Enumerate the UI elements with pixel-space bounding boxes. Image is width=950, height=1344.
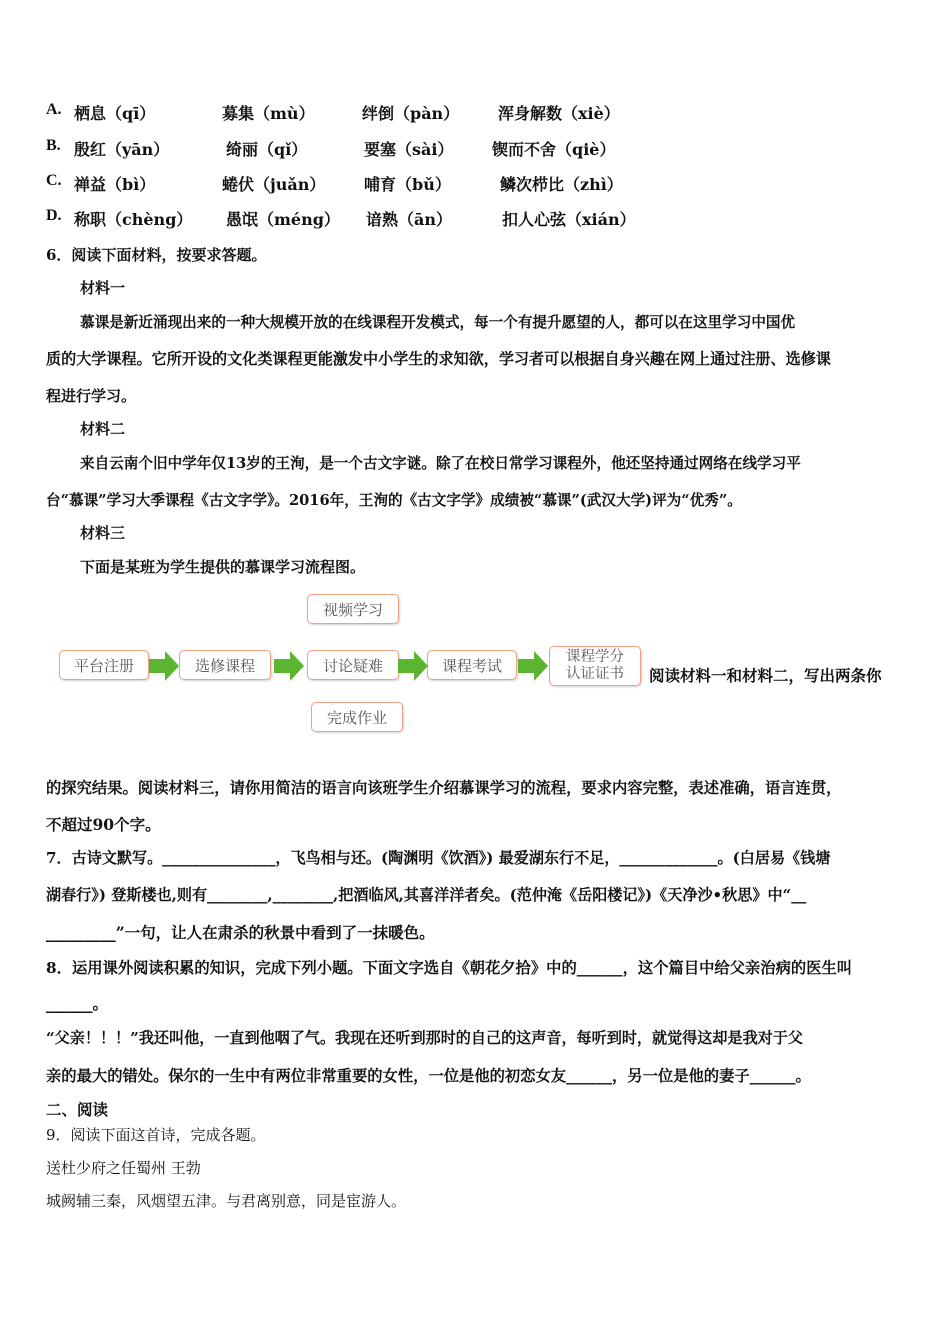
option-item: 称职（chèng） — [74, 210, 193, 229]
poem-line: 城阙辅三秦，风烟望五津。与君离别意，同是宦游人。 — [46, 1192, 407, 1210]
flow-box-register: 平台注册 — [59, 650, 149, 680]
option-item: 要塞（sài） — [364, 140, 454, 159]
option-item: 绮丽（qǐ） — [226, 140, 308, 159]
material-2-line: 来自云南个旧中学年仅13岁的王洵，是一个古文字谜。除了在校日常学习课程外，他还坚持通过网络在线学习平 — [80, 455, 801, 472]
q6-task-text: 不超过90个字。 — [46, 815, 161, 834]
option-letter: D. — [46, 207, 62, 224]
flowchart — [55, 590, 655, 740]
material-1-line: 慕课是新近涌现出来的一种大规模开放的在线课程开发模式，每一个有提升愿望的人，都可以在这里学习中国优 — [80, 314, 796, 331]
option-item: 愚氓（méng） — [226, 210, 340, 229]
arrow-right-icon — [149, 650, 181, 682]
material-1-title: 材料一 — [80, 279, 126, 297]
q7-line: 7．古诗文默写。_______________，飞鸟相与还。(陶渊明《饮酒》) 最爱湖东行不足，_____________。(白居易《钱塘 — [46, 849, 831, 867]
flow-box-certificate-line: 认证证书 — [566, 666, 624, 682]
q6-task-text: 阅读材料一和材料二，写出两条你 — [649, 666, 882, 685]
option-item: 谙熟（ān） — [366, 210, 453, 229]
option-b-row — [46, 137, 926, 159]
flow-box-homework: 完成作业 — [311, 702, 403, 732]
option-item: 殷红（yān） — [74, 140, 170, 159]
option-item: 哺育（bǔ） — [364, 175, 451, 194]
q7-line: _________”一句，让人在肃杀的秋景中看到了一抹暖色。 — [46, 923, 435, 942]
option-d-row — [46, 207, 926, 229]
option-c-row — [46, 172, 926, 194]
material-1-line: 质的大学课程。它所开设的文化类课程更能激发中小学生的求知欲，学习者可以根据自身兴趣在网上通过注册、选修课 — [46, 350, 831, 368]
option-item: 募集（mù） — [222, 104, 315, 123]
flow-box-exam: 课程考试 — [427, 650, 517, 680]
option-item: 栖息（qī） — [74, 104, 156, 123]
q8-line: ______。 — [46, 994, 109, 1013]
option-item: 浑身解数（xiè） — [498, 104, 620, 123]
flow-box-video-study: 视频学习 — [307, 594, 399, 624]
q6-heading: 6．阅读下面材料，按要求答题。 — [46, 246, 267, 264]
flow-box-select-course: 选修课程 — [179, 650, 271, 680]
option-letter: B. — [46, 137, 61, 154]
q6-task-text: 的探究结果。阅读材料三，请你用简洁的语言向该班学生介绍慕课学习的流程，要求内容完整，表述准确，语言连贯， — [46, 779, 842, 797]
option-item: 锲而不舍（qiè） — [492, 140, 616, 159]
option-item: 蜷伏（juǎn） — [222, 175, 326, 194]
flow-box-certificate — [549, 646, 641, 686]
option-letter: C. — [46, 172, 62, 189]
option-a-row — [46, 101, 926, 123]
q8-line: 8．运用课外阅读积累的知识，完成下列小题。下面文字选自《朝花夕拾》中的______，这个篇目中给父亲治病的医生叫 — [46, 959, 853, 977]
poem-title: 送杜少府之任蜀州 王勃 — [46, 1159, 201, 1177]
material-3-line: 下面是某班为学生提供的慕课学习流程图。 — [80, 558, 366, 576]
option-item: 扣人心弦（xián） — [502, 210, 636, 229]
material-3-title: 材料三 — [80, 524, 126, 542]
option-letter: A. — [46, 101, 62, 118]
option-item: 绊倒（pàn） — [362, 104, 460, 123]
arrow-right-icon — [518, 650, 550, 682]
arrow-right-icon — [398, 650, 430, 682]
flow-box-certificate-line: 课程学分 — [566, 649, 624, 665]
q8-line: “父亲！！！”我还叫他，一直到他咽了气。我现在还听到那时的自己的这声音，每听到时，就觉得这却是我对于父 — [46, 1029, 803, 1047]
q8-line: 亲的最大的错处。保尔的一生中有两位非常重要的女性，一位是他的初恋女友______，另一位是他的妻子______。 — [46, 1067, 811, 1085]
arrow-right-icon — [274, 650, 306, 682]
material-2-title: 材料二 — [80, 420, 126, 438]
q9-heading: 9．阅读下面这首诗，完成各题。 — [46, 1126, 266, 1144]
flow-box-discuss: 讨论疑难 — [307, 650, 399, 680]
option-item: 鳞次栉比（zhì） — [500, 175, 623, 194]
section-heading: 二、阅读 — [46, 1100, 109, 1119]
material-2-line: 台“慕课”学习大季课程《古文字学》。2016年，王洵的《古文字学》成绩被“慕课”(武汉大学)评为“优秀”。 — [46, 492, 742, 509]
option-item: 禅益（bì） — [74, 175, 156, 194]
q7-line: 湖春行》) 登斯楼也,则有________,________,把酒临风,其喜洋洋者矣。(范仲淹《岳阳楼记》)《天净沙•秋思》中“__ — [46, 886, 807, 904]
material-1-line: 程进行学习。 — [46, 387, 137, 405]
